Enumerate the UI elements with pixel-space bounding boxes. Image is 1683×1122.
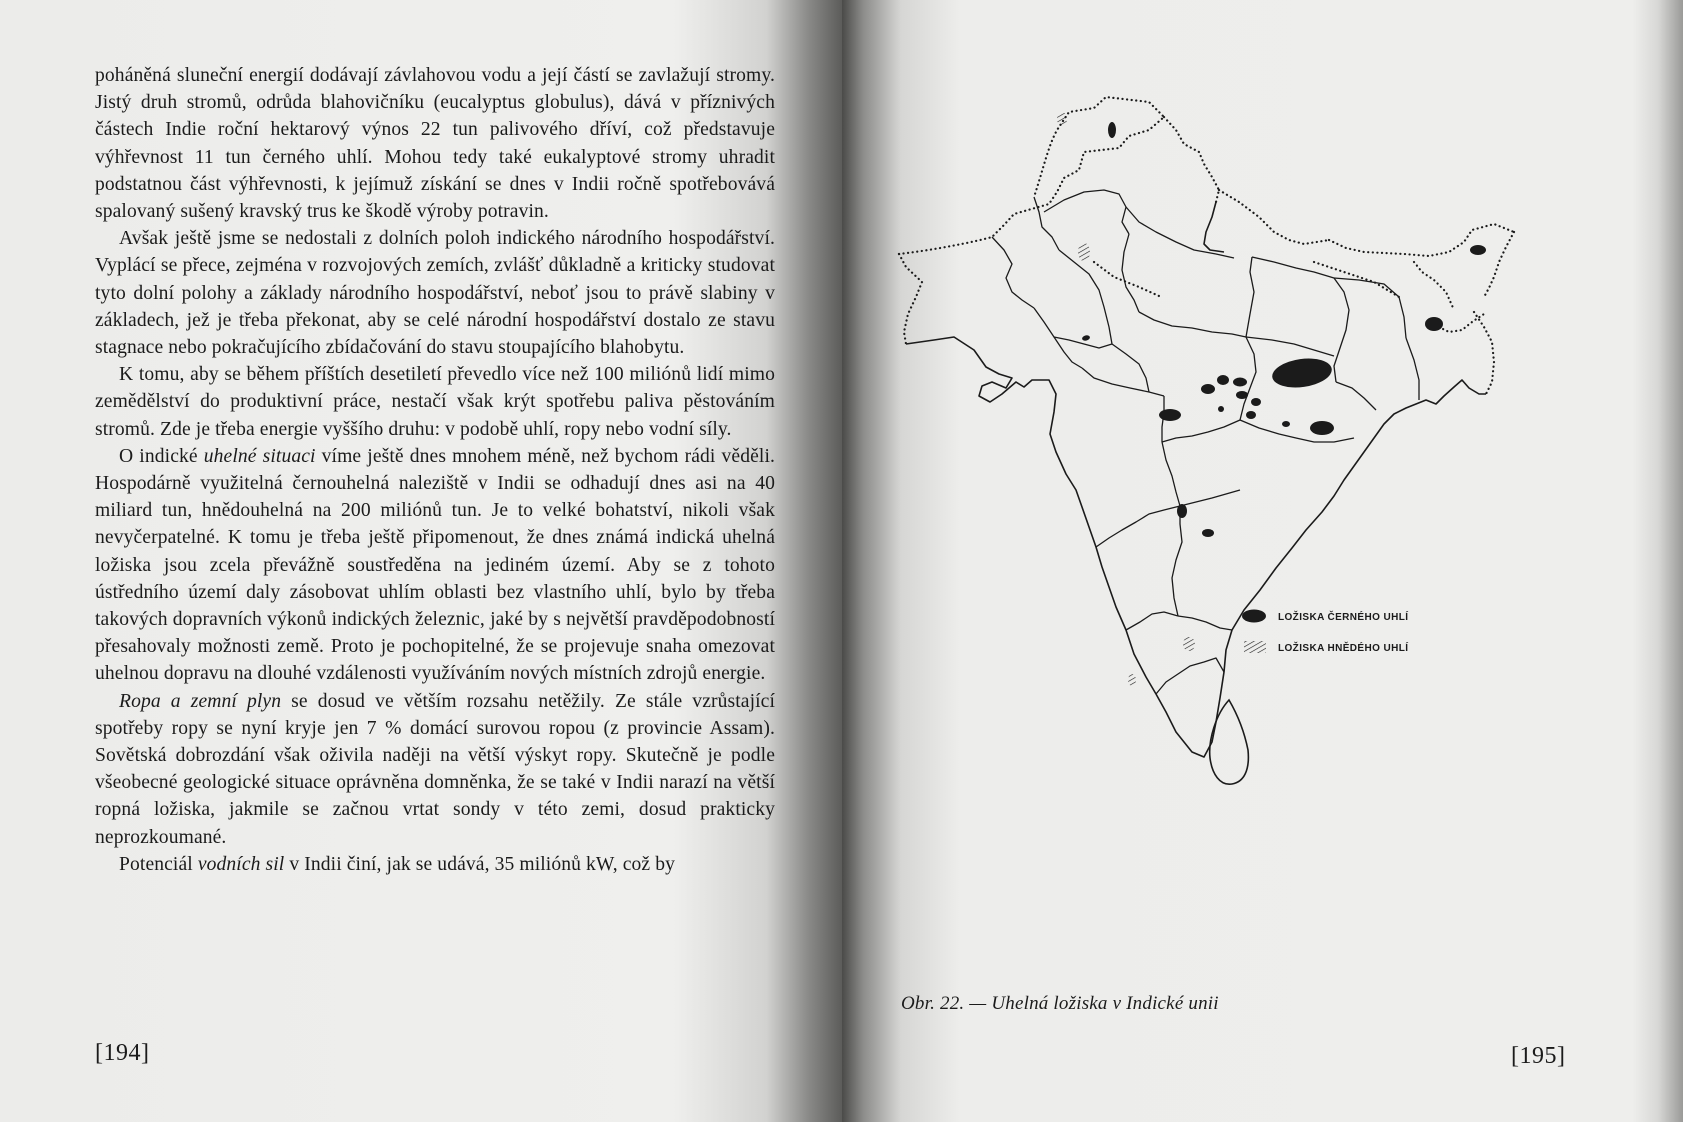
- paragraph: poháněná sluneční energií dodávají závlahovou vodu a její částí se zavlažují stromy. Jistý druh stromů, odrůda blahovičníku (eucalyptus globulus), dává v příznivých částech Indie roční hektarový výnos 22 tun palivového dříví, což představuje výhřevnost 11 tun černého uhlí. Mohou tedy také eukalyptové stromy uhradit podstatnou část výhřevnosti, k jejímuž získání se dnes v Indii ročně spotřebovává spalovaný sušený kravský trus ke škodě výroby potravin.: [95, 65, 775, 223]
- paragraph: K tomu, aby se během příštích desetiletí převedlo více než 100 miliónů lidí mimo zemědělství do produktivní práce, nestačí však krýt spotřebu paliva pěstováním stromů. Zde je třeba energie vyššího druhu: v podobě uhlí, ropy nebo vodní síly.: [95, 364, 775, 440]
- figure-caption: Obr. 22. — Uhelná ložiska v Indické unii: [901, 993, 1219, 1014]
- paragraph: [95, 688, 775, 851]
- map-legend: [1242, 610, 1408, 655]
- emphasis-ropa: Ropa a zemní plyn: [119, 690, 282, 712]
- legend-brown-coal-label: LOŽISKA HNĚDÉHO UHLÍ: [1278, 643, 1409, 654]
- india-coal-map: [894, 82, 1584, 842]
- black-coal-deposits: [1081, 122, 1486, 537]
- page-number-right: [195]: [1511, 1043, 1566, 1069]
- emphasis-uhelne-situaci: uhelné situaci: [203, 445, 316, 467]
- legend-black-coal-swatch: [1242, 610, 1266, 623]
- paragraph-text: v Indii činí, jak se udává, 35 miliónů kW, což by: [284, 853, 675, 875]
- coastline: [906, 202, 1486, 757]
- ceylon-island: [1210, 700, 1249, 784]
- paragraph: [95, 443, 775, 688]
- paragraph-text: Potenciál: [119, 853, 198, 875]
- paragraph: Avšak ještě jsme se nedostali z dolních poloh indického národního hospodářství. Vyplácí se přece, zejména v rozvojových zemích, zvlášť důkladně a kriticky studovat tyto dolní polohy a základy národního hospodářství, neboť jsou to právě slabiny v základech, jež je třeba překonat, aby se celé národní hospodářství dostalo ze stavu stagnace nebo pokračujícího zbídačování do stavu stoupajícího blahobytu.: [95, 228, 775, 359]
- legend-brown-coal-swatch: [1244, 641, 1266, 653]
- emphasis-vodnich-sil: vodních sil: [197, 853, 285, 875]
- paragraph: [95, 851, 775, 878]
- body-text: [95, 62, 775, 878]
- legend-black-coal-label: LOŽISKA ČERNÉHO UHLÍ: [1278, 612, 1409, 623]
- paragraph-text: se dosud ve větším rozsahu netěžily. Ze stále vzrůstající spotřeby ropy se nyní kryje jen 7 % domácí surovou ropou (z provincie Assam). Sovětská dobrozdání však oživila naději na větší výskyt ropy. Skutečně je podle všeobecné geologické situace oprávněna domněnka, že se také v Indii narazí na větší ropná ložiska, jakmile se začnou vrtat sondy v této zemi, dosud prakticky neprozkoumané.: [95, 690, 776, 848]
- paragraph-text: O indické: [119, 445, 204, 467]
- page-number-left: [194]: [95, 1040, 150, 1066]
- paragraph-text: víme ještě dnes mnohem méně, než bychom rádi věděli. Hospodárně využitelná černouhelná naleziště v Indii se odhadují dnes asi na 40 miliard tun, hnědouhelná na 200 miliónů tun. Je to velké bohatství, nikoli však nevyčerpatelné. K tomu je třeba ještě připomenout, že dnes známá indická uhelná ložiska jsou zcela převážně soustředěna na jediném území. Aby se z tohoto ústředního území daly zásobovat uhlím oblasti bez vlastního uhlí, bylo by třeba takových dopravních výkonů indických železnic, jaké by s největší pravděpodobností přesahovaly možnosti země. Proto je pochopitelné, že se projevuje snaha omezovat uhelnou dopravu na dlouhé vzdálenosti využíváním nových místních zdrojů energie.: [95, 445, 775, 685]
